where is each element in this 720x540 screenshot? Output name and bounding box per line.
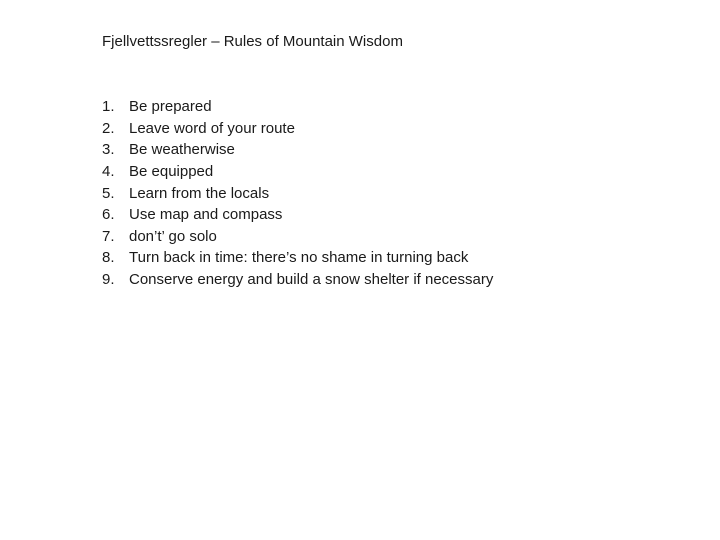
list-item-text: Be equipped (129, 163, 214, 181)
list-item (102, 247, 493, 269)
list-item-text: Be prepared (129, 98, 212, 116)
list-item (102, 118, 493, 140)
list-item-number: 3. (102, 141, 115, 159)
list-item-text: Conserve energy and build a snow shelter if necessary (129, 271, 494, 289)
list-item (102, 182, 493, 204)
list-item-number: 1. (102, 98, 115, 116)
list-item-text: don’t’ go solo (129, 227, 217, 245)
list-item-text: Learn from the locals (129, 184, 270, 202)
list-item (102, 139, 493, 161)
list-item (102, 161, 493, 183)
list-item-number: 9. (102, 271, 115, 289)
list-item-number: 8. (102, 249, 115, 267)
list-item-text: Use map and compass (129, 206, 283, 224)
list-item-number: 2. (102, 119, 115, 137)
list-item-text: Leave word of your route (129, 119, 295, 137)
rules-list (102, 96, 493, 290)
list-item-text: Turn back in time: there’s no shame in turning back (129, 249, 469, 267)
list-item-number: 7. (102, 227, 115, 245)
list-item-number: 5. (102, 184, 115, 202)
list-item (102, 96, 493, 118)
page-title: Fjellvettssregler – Rules of Mountain Wisdom (102, 33, 403, 50)
list-item (102, 269, 493, 291)
list-item-number: 4. (102, 163, 115, 181)
list-item-text: Be weatherwise (129, 141, 235, 159)
list-item (102, 226, 493, 248)
list-item (102, 204, 493, 226)
list-item-number: 6. (102, 206, 115, 224)
